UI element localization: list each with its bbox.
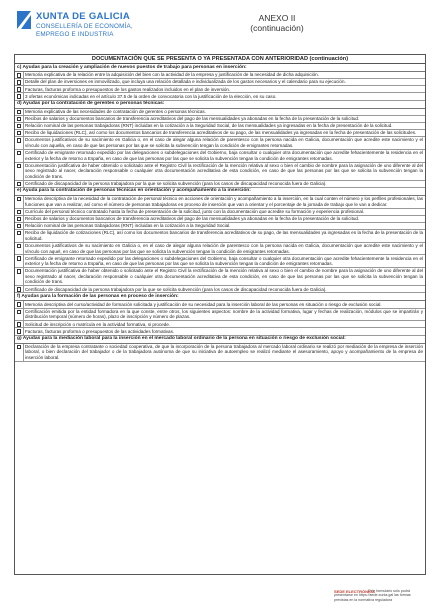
document-item-text: Certificación emitida por la entidad formadora en la que conste, entre otros, los siguientes aspectos: nombre de la actividad formativa, lugar y fechas de realización, módulos que se impartirán y distribución temporal (número de horas), plazo de inscripción y número de plazas. xyxy=(25,308,423,320)
document-checkbox-cell xyxy=(15,216,23,222)
document-item-text: Relación nominal de las personas trabajadoras (RNT) incluidas en la cotización a la Seguridad Social, de las mensualidades ya ingresadas en la fecha de presentación de la solicitud. xyxy=(23,123,425,129)
xunta-logo xyxy=(16,10,166,50)
document-checkbox-cell xyxy=(15,72,23,78)
document-checkbox-cell xyxy=(15,309,23,315)
document-item-row xyxy=(15,116,425,123)
document-item-row xyxy=(15,209,425,216)
document-item-text: Detalle del plan de inversiones en inmovilizado, que incluya una relación detallada e individualizada de los gastos necesarios y el calendario para su ejecución. xyxy=(23,79,425,85)
document-item-row xyxy=(15,196,425,209)
document-checkbox-cell xyxy=(15,328,23,334)
document-item-row xyxy=(15,109,425,116)
sede-electronica-logo: SEDE ELECTRÓNICA xyxy=(334,589,375,594)
document-checkbox-cell xyxy=(15,130,23,136)
xunta-emblem-icon xyxy=(16,10,32,30)
document-checkbox-cell xyxy=(15,116,23,122)
footer-note: Este formulario sólo podrá presentarse en https://sede.xunta.gal las formas previstas en la normativa reguladora xyxy=(334,589,411,602)
document-checkbox[interactable] xyxy=(17,224,22,229)
document-checkbox-cell xyxy=(15,163,23,169)
annex-label xyxy=(232,13,322,33)
document-item-text: Certificado de discapacidad de la persona trabajadora por la que se solicita subvención (para los casos de discapacidad reconocida fuera de Galicia). xyxy=(23,286,425,292)
document-item-text: Documentación justificativa de haber obtenido o solicitado ante el Registro Civil la rectificación de la mención relativa al sexo o bien el cambio de nombre para la asignación de uno diferente al del sexo registrado al nacer, declaración responsable o cualquier otra documentación acreditativa de esta condición, en caso de que las personas por las que se solicita la subvención tengan la condición de trans. xyxy=(25,268,423,285)
document-item-row xyxy=(15,255,425,268)
document-item-row xyxy=(15,93,425,100)
document-item-text: Recibo de liquidación de cotizaciones (RLC), así como los documentos bancarios de transferencia acreditativos de su pago, de las mensualidades ya ingresadas en la fecha de la presentación de la solicitud. xyxy=(25,230,423,241)
document-checkbox[interactable] xyxy=(17,94,22,99)
document-item-text: Documentos justificativos de su nacimiento en Galicia o, en el caso de alegar alguna relación de parentesco con la persona nacida en Galicia, documentación que acredite este nacimiento y el vínculo con aquella, en caso de que las personas por las que se solicita la subvención tengan la condición de emigrantes retornadas. xyxy=(25,137,423,148)
annex-subtitle: (continuación) xyxy=(250,23,304,33)
document-item-row xyxy=(15,123,425,130)
document-item-row xyxy=(15,86,425,93)
annex-title: ANEXO II xyxy=(258,13,296,23)
document-checkbox[interactable] xyxy=(17,217,22,222)
document-item-row xyxy=(15,130,425,137)
document-item-row xyxy=(15,321,425,328)
logo-department-line2: EMPREGO E INDUSTRIA xyxy=(36,31,114,38)
logo-title: XUNTA DE GALICIA xyxy=(36,11,130,22)
document-checkbox[interactable] xyxy=(17,138,22,143)
document-checkbox[interactable] xyxy=(17,322,22,327)
document-checkbox-cell xyxy=(15,209,23,215)
document-item-row xyxy=(15,309,425,322)
document-checkbox-cell xyxy=(15,123,23,129)
document-checkbox-cell xyxy=(15,181,23,187)
logo-department-line1: CONSELLERÍA DE ECONOMÍA, xyxy=(36,23,133,30)
document-item-row xyxy=(15,150,425,163)
document-item-row xyxy=(15,301,425,308)
document-checkbox[interactable] xyxy=(17,110,22,115)
document-checkbox[interactable] xyxy=(17,131,22,136)
document-item-text: Certificado de emigrante retornado expedido por las delegaciones o subdelegaciones del Gobierno, baja consultar o cualquier otra documentación que acredite fehacientemente la residencia en el exterior y la fecha de retorno a España, en caso de que las personas por las que se solicita la subvención tengan la condición de emigrantes retornadas. xyxy=(25,255,423,267)
section-heading: g) Ayudas para la mediación laboral para la inserción en el mercado laboral ordinario de la persona en situación o riesgo de exclusión social: xyxy=(15,336,425,344)
document-item-text: Facturas, facturas proforma o presupuestos de las actividades formativas. xyxy=(23,328,425,334)
document-checkbox-cell xyxy=(15,196,23,202)
document-checkbox[interactable] xyxy=(17,197,22,202)
document-item-row xyxy=(15,181,425,188)
document-checkbox[interactable] xyxy=(17,164,22,169)
document-checkbox[interactable] xyxy=(17,244,22,249)
document-checkbox-cell xyxy=(15,243,23,249)
document-checkbox-cell xyxy=(15,79,23,85)
document-item-text: Recibos de salarios y documentos bancarios de transferencia acreditativos del pago de las mensualidades ya abonadas en la fecha de la presentación de la solicitud. xyxy=(23,116,425,122)
document-checkbox[interactable] xyxy=(17,80,22,85)
document-checkbox-cell xyxy=(15,150,23,156)
document-item-text: Memoria explicativa de la relación entre la adquisición del bien con la actividad de la empresa y justificación de la necesidad de dicha adquisición. xyxy=(23,72,425,78)
document-item-text: Memoria explicativa de las necesidades de contratación de gerentes o personas técnicas. xyxy=(23,109,425,115)
document-item-text: Memoria descriptiva de la necesidad de la contratación de personal técnico en acciones de orientación y acompañamiento a la inserción, en la cual conten el número y los perfiles profesionales, las funciones que van a realizar, así como el número de personas trabajadoras en proceso de inserción que van a orientar y el porcentaje de la jornada de trabajo que le van a dedicar. xyxy=(25,196,423,207)
section-heading: e) Ayuda para la contratación de personas técnicas en orientación y acompañamiento a la inserción: xyxy=(15,188,425,196)
document-item-text: Certificado de emigrante retornado expedido por las delegaciones o subdelegaciones del Gobierno, baja consultar o cualquier otra documentación que acredite fehacientemente la residencia en el exterior y la fecha de retorno a España, en caso de que las personas por las que se solicita la subvención tengan la condición de emigrantes retornadas. xyxy=(25,150,423,161)
document-checkbox[interactable] xyxy=(17,329,22,334)
document-checkbox-cell xyxy=(15,86,23,92)
documentation-title: DOCUMENTACIÓN QUE SE PRESENTA O YA PRESENTADA CON ANTERIORIDAD (continuación) xyxy=(15,55,425,64)
document-checkbox-cell xyxy=(15,93,23,99)
document-checkbox-cell xyxy=(15,268,23,274)
document-checkbox-cell xyxy=(15,344,23,350)
document-item-row xyxy=(15,268,425,286)
document-checkbox[interactable] xyxy=(17,87,22,92)
documentation-table xyxy=(14,54,426,575)
document-item-row xyxy=(15,344,425,362)
document-checkbox-cell xyxy=(15,286,23,292)
document-item-text: Recibo de liquidaciones (RLC), así como los documentos bancarios de transferencia acreditativos de su pago, de las mensualidades ya ingresadas en la fecha de presentación de las solicitudes. xyxy=(23,130,425,136)
document-item-row xyxy=(15,243,425,256)
document-item-row xyxy=(15,72,425,79)
document-checkbox-cell xyxy=(15,321,23,327)
document-checkbox[interactable] xyxy=(17,182,22,187)
document-checkbox-cell xyxy=(15,230,23,236)
document-checkbox-cell xyxy=(15,223,23,229)
document-checkbox[interactable] xyxy=(17,117,22,122)
document-item-text: 3 ofertas económicas indicadas en el artículo 37.5 de la orden de convocatoria con la justificación de la elección, en su caso. xyxy=(23,93,425,99)
document-item-text: Documentación justificativa de haber obtenido o solicitado ante el Registro Civil la rectificación de la mención relativa al sexo o bien el cambio de nombre para la asignación de uno diferente al del sexo registrado al nacer, declaración responsable o cualquier otra documentación acreditativa de esta condición, en caso de que las personas por las que se solicita la subvención tengan la condición de trans. xyxy=(25,162,423,179)
document-item-text: Recibos de salarios y documentos bancarios de transferencia acreditativos del pago de las mensualidades ya abonadas en la fecha de la presentación de la solicitud. xyxy=(23,216,425,222)
document-checkbox[interactable] xyxy=(17,73,22,78)
document-item-text: Currículo del personal técnico contratado hasta la fecha de presentación de la solicitud, junto con la documentación que acredite su formación y experiencia profesional. xyxy=(23,209,425,215)
document-checkbox-cell xyxy=(15,137,23,143)
document-item-text: Declaración de la empresa contratante o sociedad cooperativa, de que la incorporación de la persona trabajadora al mercado laboral ordinario se realizó por mediación de la empresa de inserción laboral, o bien declaración del trabajador o de la trabajadora autónoma de que su iniciativa de autoempleo se realizó mediante el asesoramiento, apoyo y acompañamiento de la empresa de inserción laboral. xyxy=(25,343,423,360)
document-checkbox[interactable] xyxy=(17,302,22,307)
document-item-text: Documentos justificativos de su nacimiento en Galicia o, en el caso de alegar alguna relación de parentesco con la persona nacida en Galicia, documentación que acredite este nacimiento y el vínculo con aquel, en caso de que las personas por las que se solicita la subvención tengan la condición de emigrantes retornadas. xyxy=(25,242,423,254)
document-item-row xyxy=(15,79,425,86)
document-item-row xyxy=(15,328,425,335)
documentation-sections xyxy=(15,64,425,362)
document-checkbox[interactable] xyxy=(17,287,22,292)
document-checkbox[interactable] xyxy=(17,231,22,236)
document-checkbox[interactable] xyxy=(17,256,22,261)
page-footer xyxy=(14,586,426,606)
document-item-text: Relación nominal de las personas trabajadoras (RNT) incluidas en la cotización a la Seguridad Social. xyxy=(23,223,425,229)
document-item-row xyxy=(15,223,425,230)
document-item-text: Memoria descriptiva del curso/actividad de formación solicitada y justificación de su necesidad para la inserción laboral de las personas en situación o riesgo de exclusión social. xyxy=(23,301,425,307)
document-checkbox-cell xyxy=(15,255,23,261)
document-item-row xyxy=(15,230,425,243)
document-checkbox[interactable] xyxy=(17,124,22,129)
document-item-text: Facturas, facturas proforma o presupuestos de los gastos realizados incluidos en el plan de inversión. xyxy=(23,86,425,92)
document-item-row xyxy=(15,286,425,293)
page-header xyxy=(14,8,426,54)
document-item-text: Solicitud de inscripción o matrícula en la actividad formativa, si procede. xyxy=(23,321,425,327)
document-checkbox-cell xyxy=(15,301,23,307)
document-checkbox[interactable] xyxy=(17,345,22,350)
section-heading: d) Ayudas por la contratación de gerentes o personas técnicas: xyxy=(15,101,425,109)
section-heading: f) Ayudas para la formación de las personas en proceso de inserción: xyxy=(15,293,425,301)
document-item-row xyxy=(15,216,425,223)
document-checkbox-cell xyxy=(15,109,23,115)
document-checkbox[interactable] xyxy=(17,151,22,156)
document-item-row xyxy=(15,137,425,150)
document-item-row xyxy=(15,163,425,181)
document-checkbox[interactable] xyxy=(17,269,22,274)
section-heading: c) Ayudas para la creación y ampliación de nuevos puestos de trabajo para personas en inserción: xyxy=(15,64,425,72)
document-item-text: Certificado de discapacidad de la persona trabajadora por la que se solicita subvención (para los casos de discapacidad reconocida fuera de Galicia). xyxy=(23,181,425,187)
document-checkbox[interactable] xyxy=(17,210,22,215)
document-checkbox[interactable] xyxy=(17,310,22,315)
